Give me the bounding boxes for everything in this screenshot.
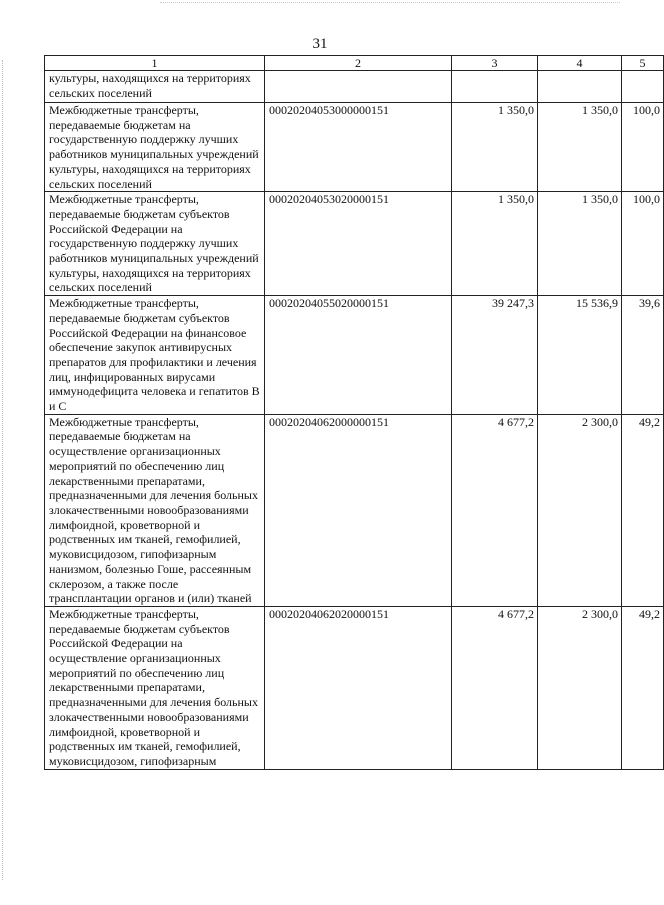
row-fact	[538, 71, 622, 103]
row-plan: 4 677,2	[452, 606, 538, 769]
budget-table	[44, 55, 664, 770]
row-plan	[452, 71, 538, 103]
row-plan: 1 350,0	[452, 103, 538, 192]
row-percent	[622, 71, 664, 103]
row-code	[265, 71, 452, 103]
column-header-1: 1	[45, 56, 265, 71]
scan-noise-top	[160, 2, 620, 9]
row-name: культуры, находящихся на территориях сельских поселений	[45, 71, 265, 103]
row-percent: 49,2	[622, 414, 664, 606]
table-row	[45, 296, 664, 415]
table-row	[45, 103, 664, 192]
table-row	[45, 414, 664, 606]
table-row	[45, 71, 664, 103]
table-header-row	[45, 56, 664, 71]
row-name: Межбюджетные трансферты, передаваемые бюджетам субъектов Российской Федерации на финансовое обеспечение закупок антивирусных препаратов для профилактики и лечения лиц, инфицированных вирусами иммунодефицита человека и гепатитов B и C	[45, 296, 265, 415]
row-name: Межбюджетные трансферты, передаваемые бюджетам субъектов Российской Федерации на осуществление организационных мероприятий по обеспечению лиц лекарственными препаратами, предназначенными для лечения больных злокачественными новообразованиями лимфоидной, кроветворной и родственных им тканей, гемофилией, муковисцидозом, гипофизарным	[45, 606, 265, 769]
row-fact: 2 300,0	[538, 414, 622, 606]
row-percent: 49,2	[622, 606, 664, 769]
row-code: 00020204053000000151	[265, 103, 452, 192]
row-name: Межбюджетные трансферты, передаваемые бюджетам субъектов Российской Федерации на государственную поддержку лучших работников муниципальных учреждений культуры, находящихся на территориях сельских поселений	[45, 192, 265, 296]
row-plan: 39 247,3	[452, 296, 538, 415]
row-name: Межбюджетные трансферты, передаваемые бюджетам на осуществление организационных мероприятий по обеспечению лиц лекарственными препаратами, предназначенными для лечения больных злокачественными новообразованиями лимфоидной, кроветворной и родственных им тканей, гемофилией, муковисцидозом, гипофизарным нанизмом, болезнью Гоше, рассеянным склерозом, а также после трансплантации органов и (или) тканей	[45, 414, 265, 606]
row-name: Межбюджетные трансферты, передаваемые бюджетам на государственную поддержку лучших работников муниципальных учреждений культуры, находящихся на территориях сельских поселений	[45, 103, 265, 192]
row-fact: 1 350,0	[538, 103, 622, 192]
row-percent: 100,0	[622, 192, 664, 296]
row-code: 00020204053020000151	[265, 192, 452, 296]
row-code: 00020204062000000151	[265, 414, 452, 606]
table-row	[45, 192, 664, 296]
row-percent: 39,6	[622, 296, 664, 415]
row-fact: 15 536,9	[538, 296, 622, 415]
column-header-3: 3	[452, 56, 538, 71]
row-code: 00020204062020000151	[265, 606, 452, 769]
row-fact: 1 350,0	[538, 192, 622, 296]
column-header-4: 4	[538, 56, 622, 71]
row-fact: 2 300,0	[538, 606, 622, 769]
row-percent: 100,0	[622, 103, 664, 192]
scan-noise-left-edge	[2, 60, 13, 880]
row-plan: 1 350,0	[452, 192, 538, 296]
column-header-5: 5	[622, 56, 664, 71]
column-header-2: 2	[265, 56, 452, 71]
row-code: 00020204055020000151	[265, 296, 452, 415]
page-number: 31	[312, 36, 328, 52]
row-plan: 4 677,2	[452, 414, 538, 606]
table-row	[45, 606, 664, 769]
